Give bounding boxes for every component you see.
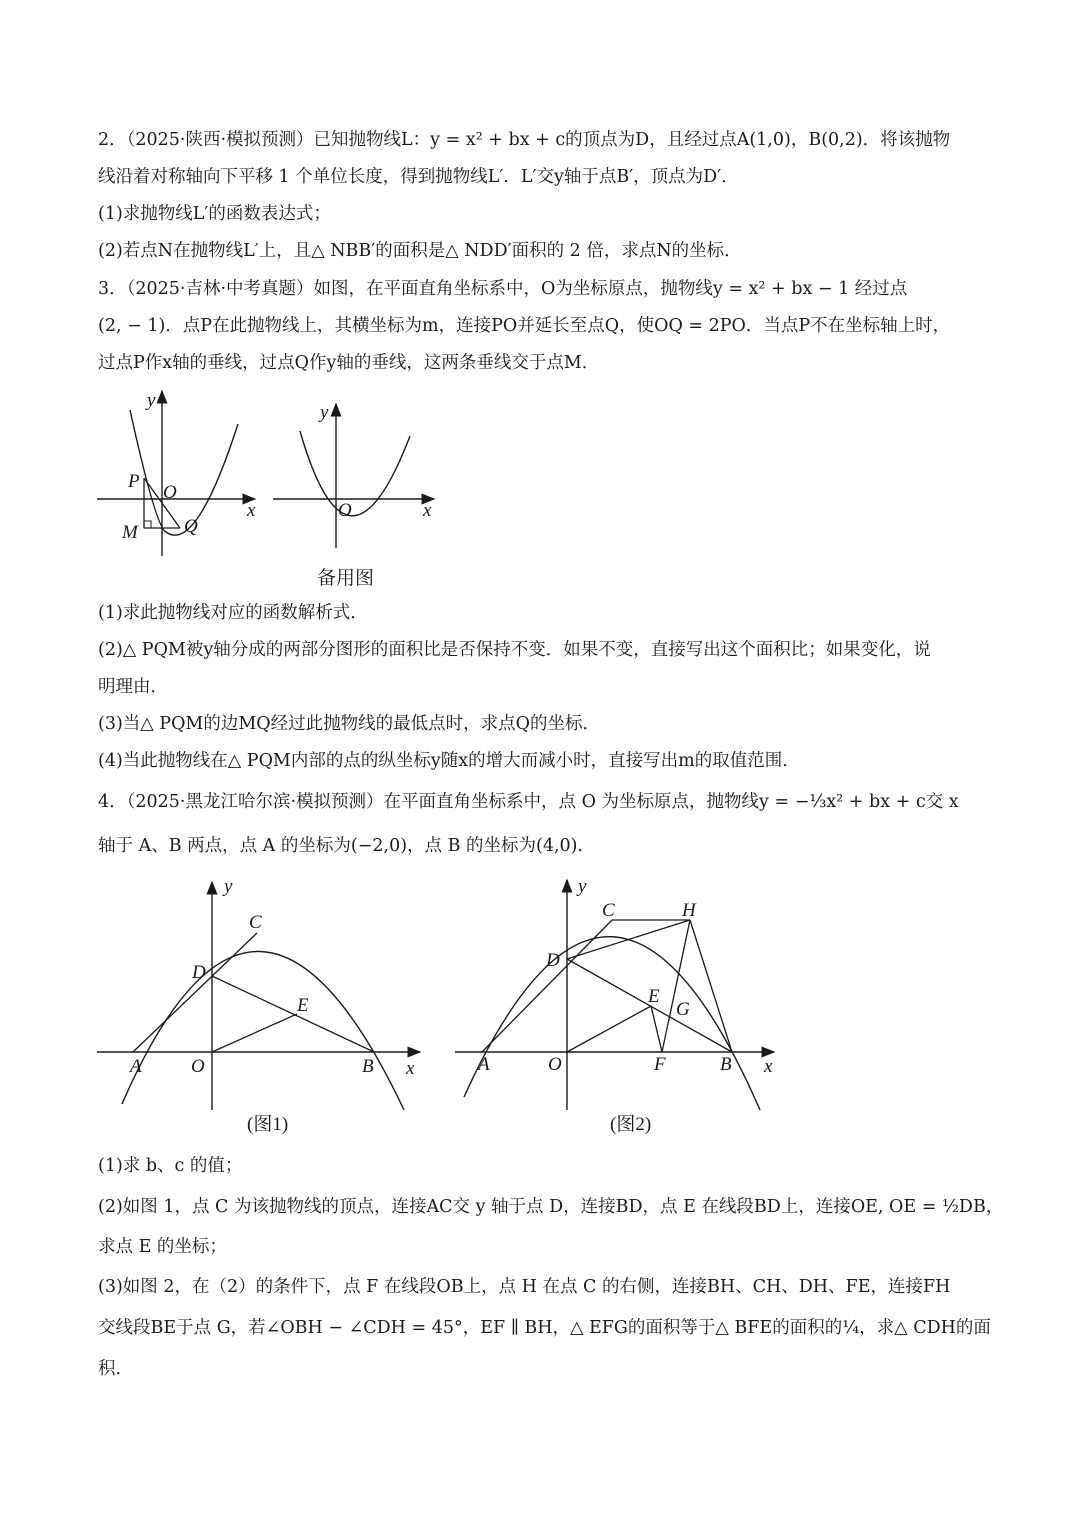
y-axis-label: y [320, 402, 329, 423]
point-p-label: P [128, 471, 140, 492]
origin-label: O [338, 500, 352, 521]
segment-ac [482, 920, 612, 1052]
parabola-curve [464, 937, 760, 1110]
origin-label: O [548, 1054, 562, 1075]
problem-4-question-2-cont: 求点 E 的坐标； [98, 1237, 227, 1257]
problem-3-question-4: (4)当此抛物线在△ PQM内部的点的纵坐标y随x的增大而减小时，直接写出m的取值范围． [98, 751, 800, 771]
point-b-label: B [362, 1056, 374, 1077]
parabola-curve [122, 951, 404, 1110]
segment-oe [567, 1006, 651, 1052]
y-axis-label: y [147, 390, 156, 411]
segment-fh [662, 920, 690, 1052]
origin-label: O [191, 1056, 205, 1077]
problem-3-line: (2, − 1)．点P在此抛物线上，其横坐标为m，连接PO并延长至点Q，使OQ = 2PO．当点P不在坐标轴上时， [98, 316, 951, 336]
problem-4-line: 轴于 A、B 两点，点 A 的坐标为(−2,0)，点 B 的坐标为(4,0)． [98, 836, 596, 856]
segment-dh [567, 920, 690, 959]
problem-4-figure-1 [92, 872, 432, 1147]
point-c-label: C [249, 912, 262, 933]
x-axis-label: x [423, 500, 432, 521]
problem-2-line: 线沿着对称轴向下平移 1 个单位长度，得到抛物线L′．L′交y轴于点B′，顶点为D′． [98, 167, 739, 187]
problem-2-line: 2．（2025·陕西·模拟预测）已知抛物线L：y = x² + bx + c的顶点为D，且经过点A(1,0)，B(0,2)．将该抛物 [98, 130, 951, 150]
problem-2-question-2: (2)若点N在抛物线L′上，且△ NBB′的面积是△ NDD′面积的 2 倍，求点N的坐标． [98, 241, 742, 261]
x-axis-label: x [764, 1056, 773, 1077]
problem-3-question-2: (2)△ PQM被y轴分成的两部分图形的面积比是否保持不变．如果不变，直接写出这个面积比；如果变化，说 [98, 640, 931, 660]
problem-3-figure-main [92, 386, 262, 566]
problem-4-question-2: (2)如图 1，点 C 为该抛物线的顶点，连接AC交 y 轴于点 D，连接BD，点 E 在线段BD上，连接OE, OE = ½DB， [98, 1197, 1004, 1217]
figure-caption: (图1) [247, 1114, 289, 1135]
problem-4-figure-2 [450, 872, 790, 1147]
point-c-label: C [602, 900, 615, 921]
point-a-label: A [130, 1056, 142, 1077]
problem-4-question-3: (3)如图 2，在（2）的条件下，点 F 在线段OB上，点 H 在点 C 的右侧，连接BH、CH、DH、FE，连接FH [98, 1277, 951, 1297]
origin-label: O [163, 482, 177, 503]
y-axis-label: y [578, 876, 587, 897]
figure-caption: 备用图 [317, 568, 375, 589]
problem-2-question-1: (1)求抛物线L′的函数表达式； [98, 204, 331, 224]
point-f-label: F [654, 1054, 666, 1075]
problem-4-question-3-cont: 交线段BE于点 G，若∠OBH − ∠CDH = 45°，EF ∥ BH，△ EFG的面积等于△ BFE的面积的¼，求△ CDH的面 [98, 1318, 991, 1338]
point-m-label: M [122, 522, 138, 543]
problem-4-line: 4．（2025·黑龙江哈尔滨·模拟预测）在平面直角坐标系中，点 O 为坐标原点，抛物线y = −⅓x² + bx + c交 x [98, 792, 959, 812]
segment-fe [651, 1006, 662, 1052]
problem-3-line: 3．（2025·吉林·中考真题）如图，在平面直角坐标系中，O为坐标原点，抛物线y = x² + bx − 1 经过点 [98, 279, 908, 299]
figure-caption: (图2) [610, 1114, 652, 1135]
point-q-label: Q [184, 516, 198, 537]
point-b-label: B [720, 1054, 732, 1075]
parabola-curve [300, 431, 410, 516]
point-g-label: G [676, 999, 690, 1020]
point-a-label: A [478, 1054, 490, 1075]
problem-4-question-1: (1)求 b、c 的值； [98, 1156, 243, 1176]
problem-3-figure-backup [268, 386, 448, 596]
problem-3-question-1: (1)求此抛物线对应的函数解析式． [98, 603, 368, 623]
problem-4-question-3-end: 积． [98, 1359, 133, 1379]
point-d-label: D [192, 962, 206, 983]
problem-3-line: 过点P作x轴的垂线，过点Q作y轴的垂线，这两条垂线交于点M． [98, 353, 600, 373]
problem-3-question-3: (3)当△ PQM的边MQ经过此抛物线的最低点时，求点Q的坐标． [98, 714, 600, 734]
segment-oe [212, 1014, 297, 1052]
point-h-label: H [682, 900, 696, 921]
right-angle-marker [144, 521, 151, 528]
point-e-label: E [648, 986, 660, 1007]
problem-3-question-2-cont: 明理由． [98, 677, 168, 697]
x-axis-label: x [247, 500, 256, 521]
y-axis-label: y [224, 876, 233, 897]
point-d-label: D [546, 950, 560, 971]
point-e-label: E [297, 995, 309, 1016]
x-axis-label: x [406, 1058, 415, 1079]
segment-ac [133, 933, 257, 1052]
